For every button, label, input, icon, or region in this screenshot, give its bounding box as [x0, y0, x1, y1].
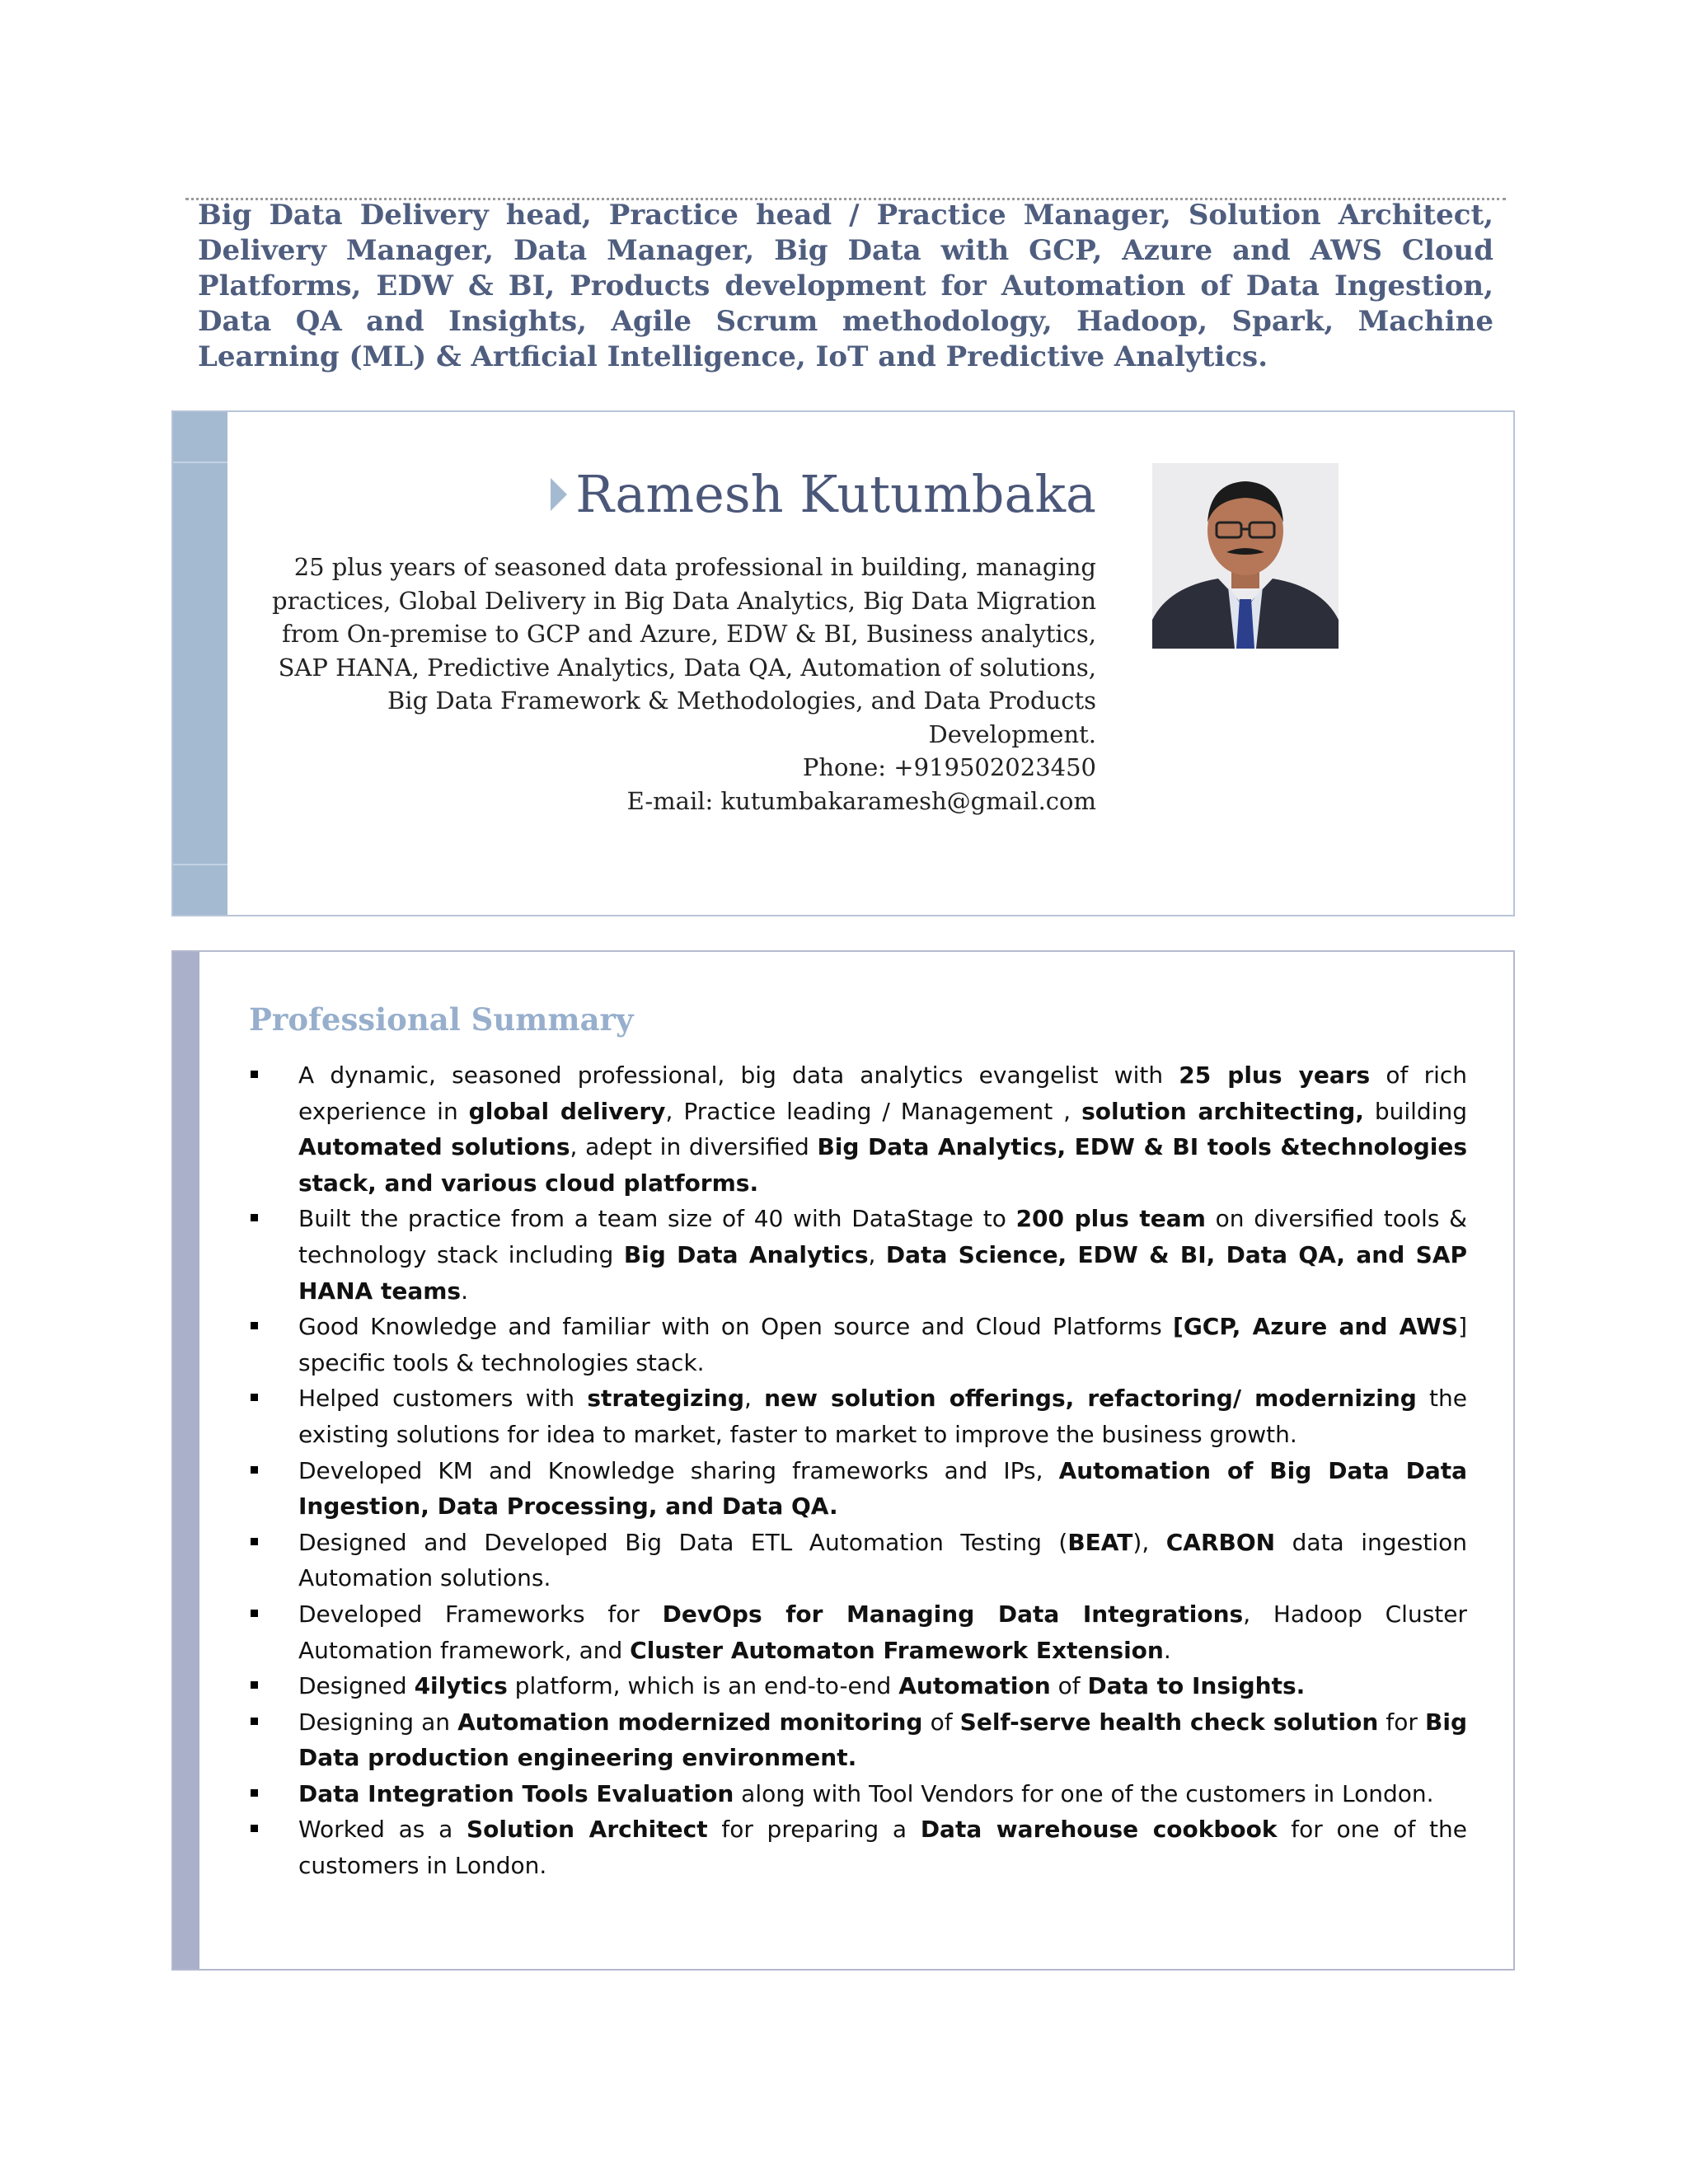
summary-text-bold: Automation modernized monitoring — [457, 1708, 923, 1736]
summary-list-item — [247, 1453, 1467, 1525]
profile-summary-line: practices, Global Delivery in Big Data Analytics, Big Data Migration — [272, 586, 1096, 615]
profile-email: E-mail: kutumbakaramesh@gmail.com — [626, 786, 1096, 815]
summary-list-item — [247, 1525, 1467, 1596]
square-bullet-icon — [251, 1394, 258, 1401]
summary-text: Designing an — [298, 1708, 458, 1736]
summary-text: for preparing a — [707, 1816, 921, 1844]
summary-text-bold: global delivery — [468, 1097, 666, 1125]
summary-list-item — [247, 1201, 1467, 1309]
summary-text: the existing solutions for idea to market, faster to market to improve the business growth. — [298, 1385, 1467, 1448]
summary-text: Good Knowledge and familiar with on Open source and Cloud Platforms — [298, 1313, 1174, 1341]
profile-card — [171, 410, 1515, 916]
profile-summary-line: SAP HANA, Predictive Analytics, Data QA, Automation of solutions, — [278, 653, 1096, 682]
summary-text-bold: BEAT — [1067, 1528, 1133, 1556]
profile-summary-line: Development. — [928, 719, 1096, 748]
square-bullet-icon — [251, 1322, 258, 1329]
summary-list-item — [247, 1776, 1467, 1812]
summary-text: ] specific tools & technologies stack. — [298, 1313, 1467, 1376]
summary-text-bold: solution architecting, — [1081, 1097, 1364, 1125]
summary-text: Developed KM and Knowledge sharing frameworks and IPs, — [298, 1456, 1059, 1484]
summary-text-bold: new solution offerings, refactoring/ modernizing — [764, 1385, 1417, 1413]
summary-list-item — [247, 1811, 1467, 1883]
summary-text-bold: Solution Architect — [466, 1816, 708, 1844]
summary-text-bold: Big Data Analytics, EDW & BI tools &technologies stack, and various cloud platforms. — [298, 1133, 1467, 1197]
summary-text: on diversified tools & technology stack including — [298, 1205, 1467, 1268]
summary-text: of rich experience in — [298, 1062, 1467, 1125]
square-bullet-icon — [251, 1789, 258, 1797]
summary-text-bold: Big Data Analytics — [623, 1240, 869, 1268]
person-portrait-icon — [1152, 463, 1339, 649]
summary-text-bold: Data Integration Tools Evaluation — [298, 1779, 734, 1807]
summary-text: for — [1378, 1708, 1426, 1736]
summary-text: , — [744, 1385, 765, 1413]
summary-text-bold: Data warehouse cookbook — [920, 1816, 1278, 1844]
summary-text: platform, which is an end-to-end — [507, 1672, 899, 1700]
profile-accent-bar — [173, 412, 227, 915]
summary-text-bold: 25 plus years — [1179, 1062, 1371, 1089]
summary-text-bold: Data to Insights. — [1087, 1672, 1306, 1700]
summary-text-bold: strategizing — [587, 1385, 745, 1413]
summary-text: Worked as a — [298, 1816, 467, 1844]
summary-text: data ingestion Automation solutions. — [298, 1528, 1467, 1592]
profile-summary-line: from On-premise to GCP and Azure, EDW & BI, Business analytics, — [281, 620, 1096, 648]
summary-list-item — [247, 1057, 1467, 1201]
summary-text: Designed and Developed Big Data ETL Automation Testing ( — [298, 1528, 1068, 1556]
summary-text: . — [461, 1277, 468, 1305]
summary-text-bold: Self-serve health check solution — [959, 1708, 1379, 1736]
summary-heading: Professional Summary — [249, 1001, 634, 1038]
summary-text: Designed — [298, 1672, 415, 1700]
square-bullet-icon — [251, 1825, 258, 1832]
summary-list — [247, 1057, 1467, 1884]
summary-text: , Practice leading / Management , — [665, 1097, 1082, 1125]
summary-text: building — [1363, 1097, 1468, 1125]
summary-list-item — [247, 1309, 1467, 1380]
summary-text: , Hadoop Cluster Automation framework, and — [298, 1600, 1468, 1664]
summary-text: ), — [1132, 1528, 1166, 1556]
summary-text-bold: Automation of Big Data Data Ingestion, Data Processing, and Data QA. — [298, 1456, 1467, 1521]
square-bullet-icon — [251, 1718, 258, 1725]
summary-text: Built the practice from a team size of 40 with DataStage to — [298, 1205, 1016, 1233]
summary-list-item — [247, 1596, 1467, 1668]
profile-summary-line: Big Data Framework & Methodologies, and Data Products — [387, 687, 1096, 715]
summary-text: of — [1050, 1672, 1088, 1700]
professional-summary-card — [171, 950, 1515, 1971]
triangle-bullet-icon — [551, 478, 567, 511]
square-bullet-icon — [251, 1071, 258, 1078]
square-bullet-icon — [251, 1681, 258, 1689]
profile-name-row — [551, 462, 1096, 527]
square-bullet-icon — [251, 1466, 258, 1474]
summary-text: Developed Frameworks for — [298, 1600, 663, 1628]
profile-name: Ramesh Kutumbaka — [575, 464, 1096, 524]
resume-headline: Big Data Delivery head, Practice head / Practice Manager, Solution Architect, Delivery Manager, Data Manager, Big Data with GCP, Azure and AWS Cloud Platforms, EDW & BI, Products development for Automation of Data Ingestion, Data QA and Insights, Agile Scrum methodology, Hadoop, Spark, Machine Learning (ML) & Artficial Intelligence, IoT and Predictive Analytics. — [198, 199, 1493, 373]
summary-accent-bar — [173, 952, 199, 1969]
summary-text: Helped customers with — [298, 1385, 588, 1413]
square-bullet-icon — [251, 1538, 258, 1545]
summary-text-bold: 200 plus team — [1015, 1205, 1206, 1233]
summary-text-bold: Automated solutions — [298, 1133, 570, 1161]
square-bullet-icon — [251, 1610, 258, 1617]
summary-list-item — [247, 1380, 1467, 1452]
summary-text: of — [922, 1708, 960, 1736]
summary-text-bold: [GCP, Azure and AWS — [1173, 1313, 1459, 1341]
summary-text-bold: 4ilytics — [414, 1672, 508, 1700]
summary-text-bold: Data Science, EDW & BI, Data QA, and SAP HANA teams — [298, 1240, 1467, 1305]
summary-list-item — [247, 1704, 1467, 1776]
summary-text: , — [868, 1240, 886, 1268]
square-bullet-icon — [251, 1214, 258, 1221]
summary-text-bold: DevOps for Managing Data Integrations — [662, 1600, 1244, 1628]
summary-text: A dynamic, seasoned professional, big data analytics evangelist with — [298, 1062, 1179, 1089]
summary-text: . — [1163, 1636, 1171, 1664]
summary-text-bold: CARBON — [1165, 1528, 1276, 1556]
profile-phone: Phone: +919502023450 — [802, 753, 1096, 781]
summary-text-bold: Big Data production engineering environment. — [298, 1708, 1467, 1772]
summary-list-item — [247, 1668, 1467, 1704]
profile-summary-line: 25 plus years of seasoned data professional in building, managing — [293, 553, 1096, 581]
profile-summary — [256, 551, 1096, 818]
summary-text-bold: Automation — [898, 1672, 1051, 1700]
profile-photo — [1152, 463, 1339, 649]
summary-text-bold: Cluster Automaton Framework Extension — [630, 1636, 1164, 1664]
summary-text: for one of the customers in London. — [298, 1816, 1467, 1880]
summary-text: , adept in diversified — [570, 1133, 818, 1161]
summary-text: along with Tool Vendors for one of the customers in London. — [734, 1779, 1434, 1807]
